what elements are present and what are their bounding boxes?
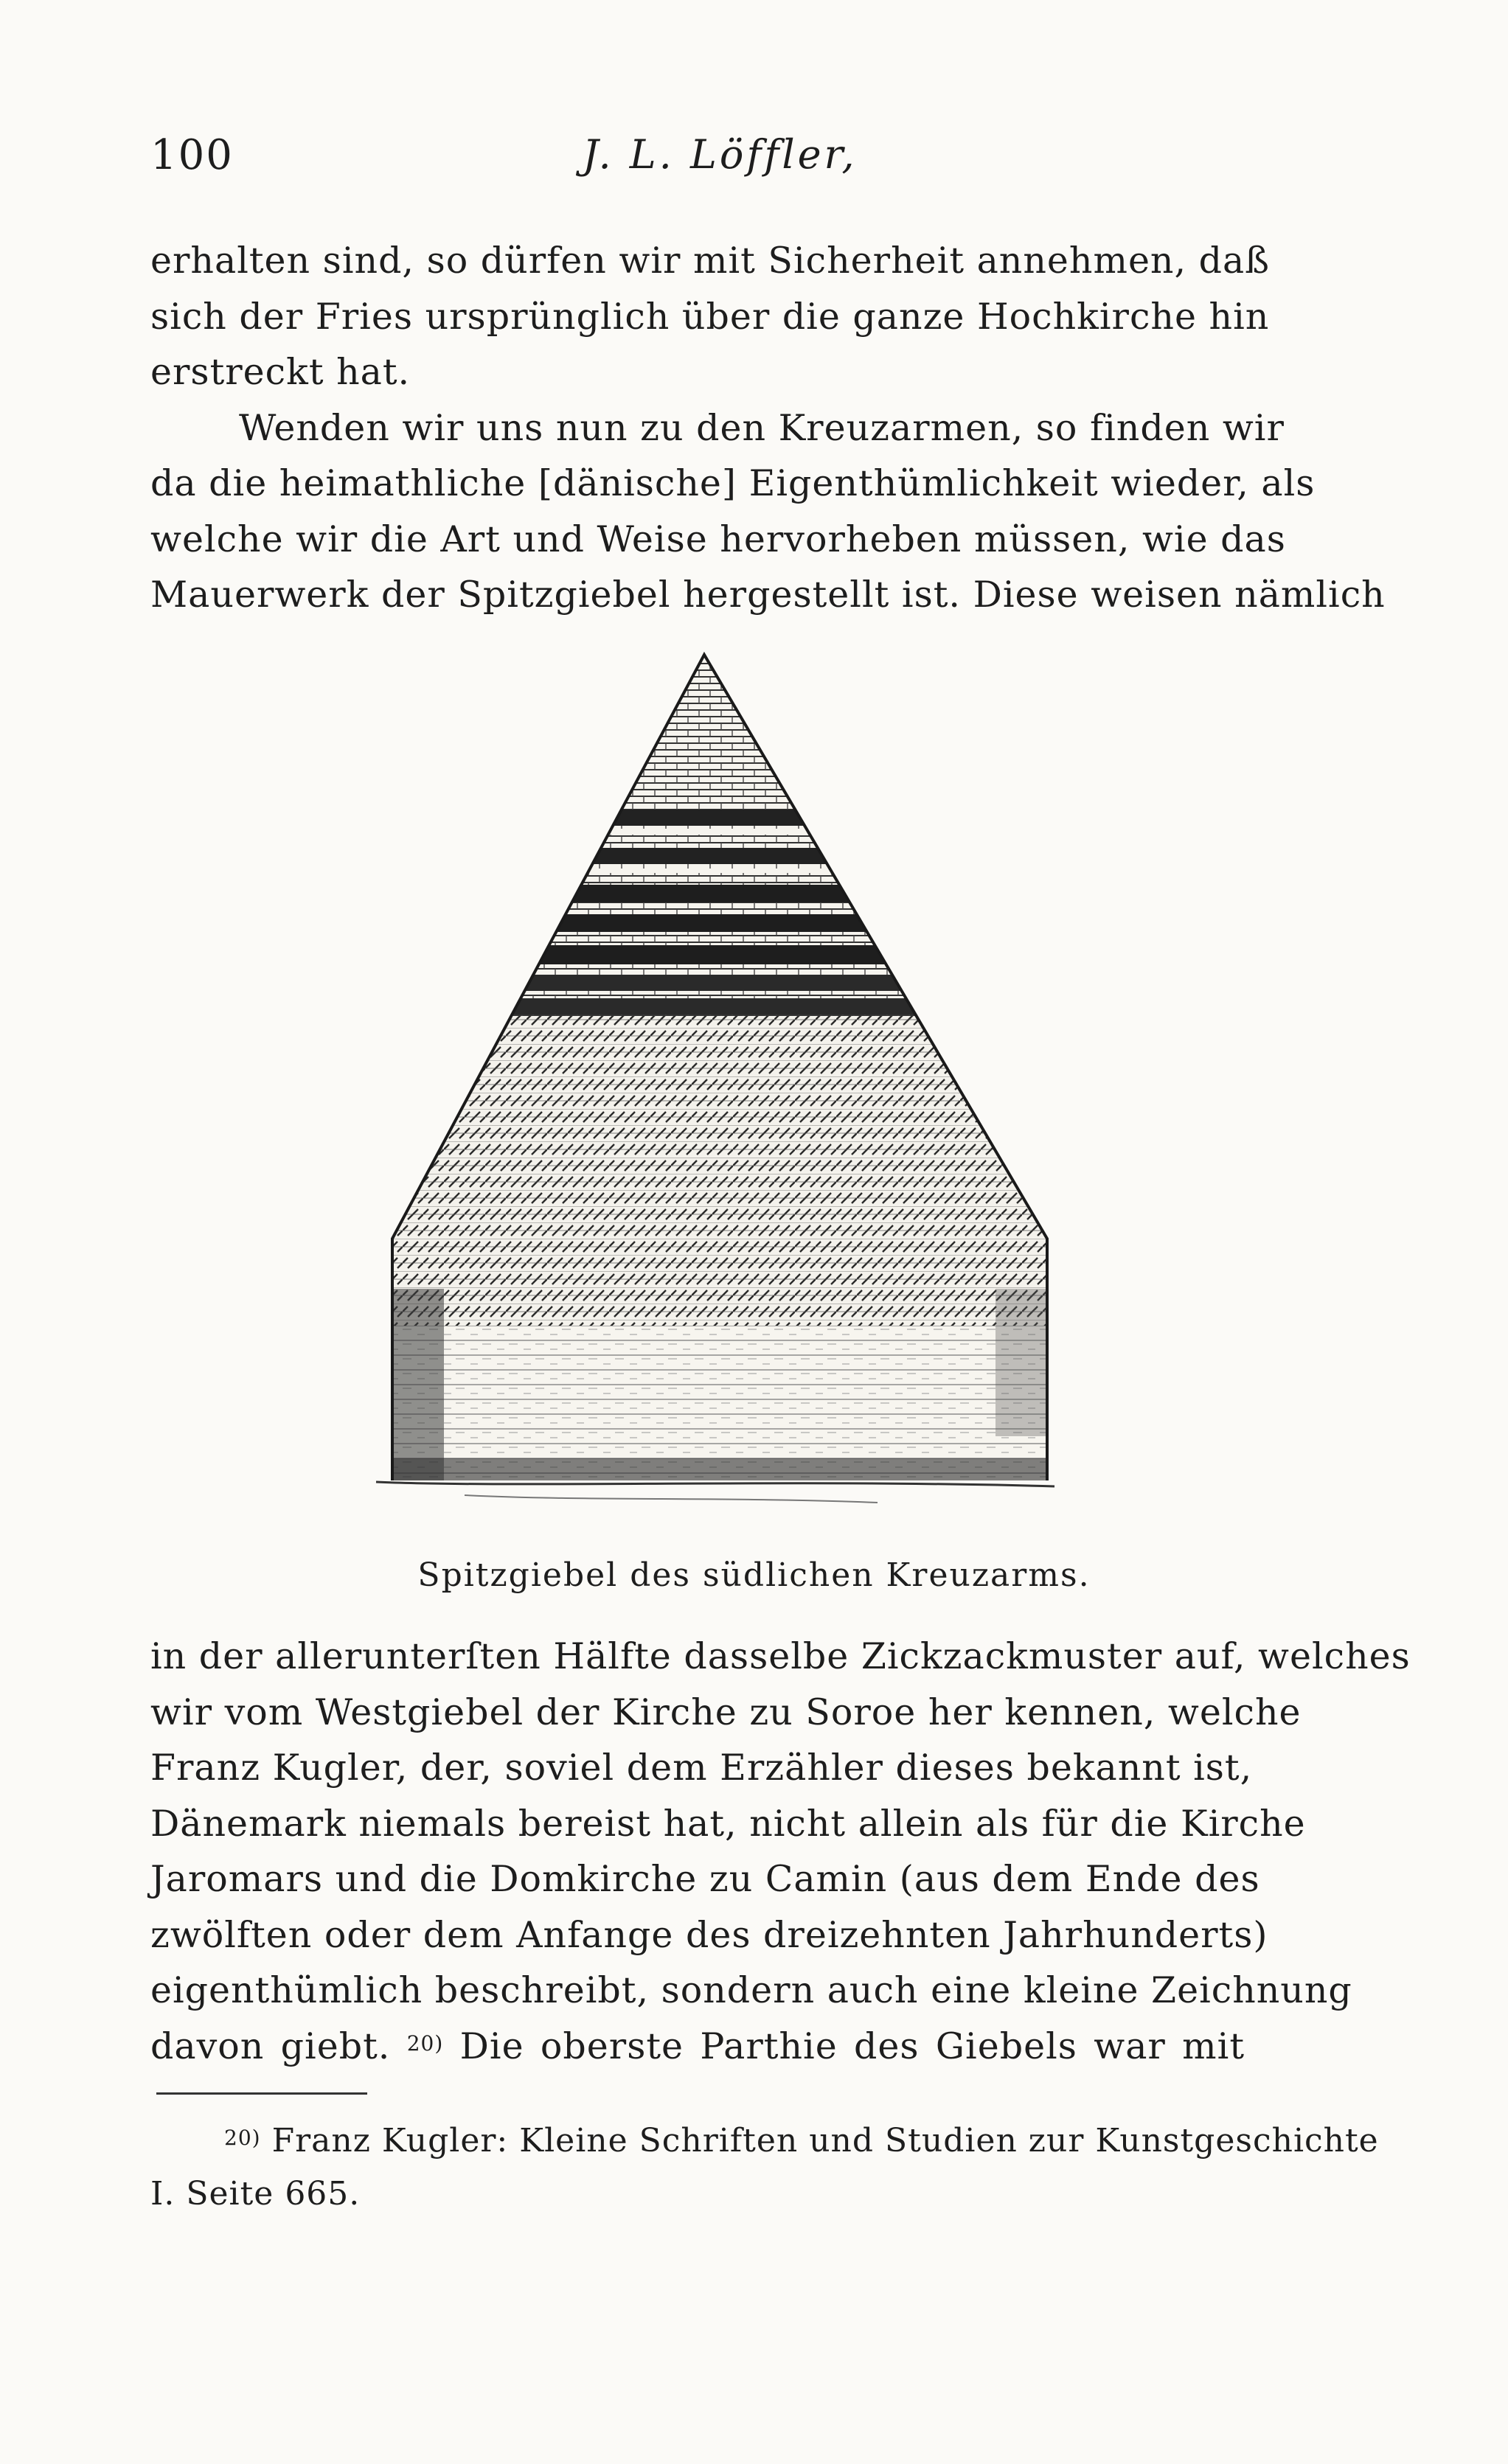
text-fragment: Die oberste Parthie des Giebels war mit (459, 2025, 1245, 2067)
text-line: Jaromars und die Domkirche zu Camin (aus dem Ende des (150, 1858, 1260, 1900)
page-number: 100 (150, 131, 234, 179)
paragraph-top (150, 233, 1386, 623)
footnote (150, 2115, 1379, 2221)
footnote-reference[interactable]: 20) (406, 2030, 444, 2056)
paragraph-bottom (150, 1629, 1411, 2074)
footnote-text: Franz Kugler: Kleine Schriften und Studien zur Kunstgeschichte (271, 2122, 1379, 2160)
text-line: wir vom Westgiebel der Kirche zu Soroe her kennen, welche (150, 1691, 1302, 1733)
gable-illustration (361, 655, 1069, 1510)
text-line-with-note (150, 2019, 1245, 2075)
text-line: Mauerwerk der Spitzgiebel hergestellt ist. Diese weisen nämlich (150, 574, 1386, 616)
text-line: erhalten sind, so dürfen wir mit Sicherheit annehmen, daß (150, 240, 1270, 282)
text-line: Dänemark niemals bereist hat, nicht allein als für die Kirche (150, 1802, 1306, 1845)
footnote-line: I. Seite 665. (150, 2175, 361, 2213)
text-line: welche wir die Art und Weise hervorheben müssen, wie das (150, 518, 1286, 560)
page-header (0, 131, 1508, 198)
text-line: erstreckt hat. (150, 351, 411, 393)
text-line: Franz Kugler, der, soviel dem Erzähler dieses bekannt ist, (150, 1747, 1253, 1789)
text-line: in der allerunterſten Hälfte dasselbe Zickzackmuster auf, welches (150, 1635, 1411, 1677)
text-line: sich der Fries ursprünglich über die ganze Hochkirche hin (150, 295, 1270, 338)
text-line: zwölften oder dem Anfange des dreizehnten Jahrhunderts) (150, 1913, 1268, 1956)
footnote-divider (156, 2092, 367, 2095)
figure-caption: Spitzgiebel des südlichen Kreuzarms. (417, 1556, 1091, 1594)
text-fragment: davon giebt. (150, 2025, 391, 2067)
lower-wall (361, 1326, 1069, 1510)
text-line: da die heimathliche [dänische] Eigenthümlichkeit wieder, als (150, 462, 1316, 504)
footnote-marker: 20) (224, 2126, 261, 2150)
herringbone-masonry (361, 1016, 1069, 1326)
text-line: Wenden wir uns nun zu den Kreuzarmen, so finden wir (239, 406, 1285, 449)
running-head: J. L. Löffler, (583, 131, 858, 178)
text-line: eigenthümlich beschreibt, sondern auch eine kleine Zeichnung (150, 1969, 1352, 2011)
footnote-line (150, 2115, 1379, 2168)
